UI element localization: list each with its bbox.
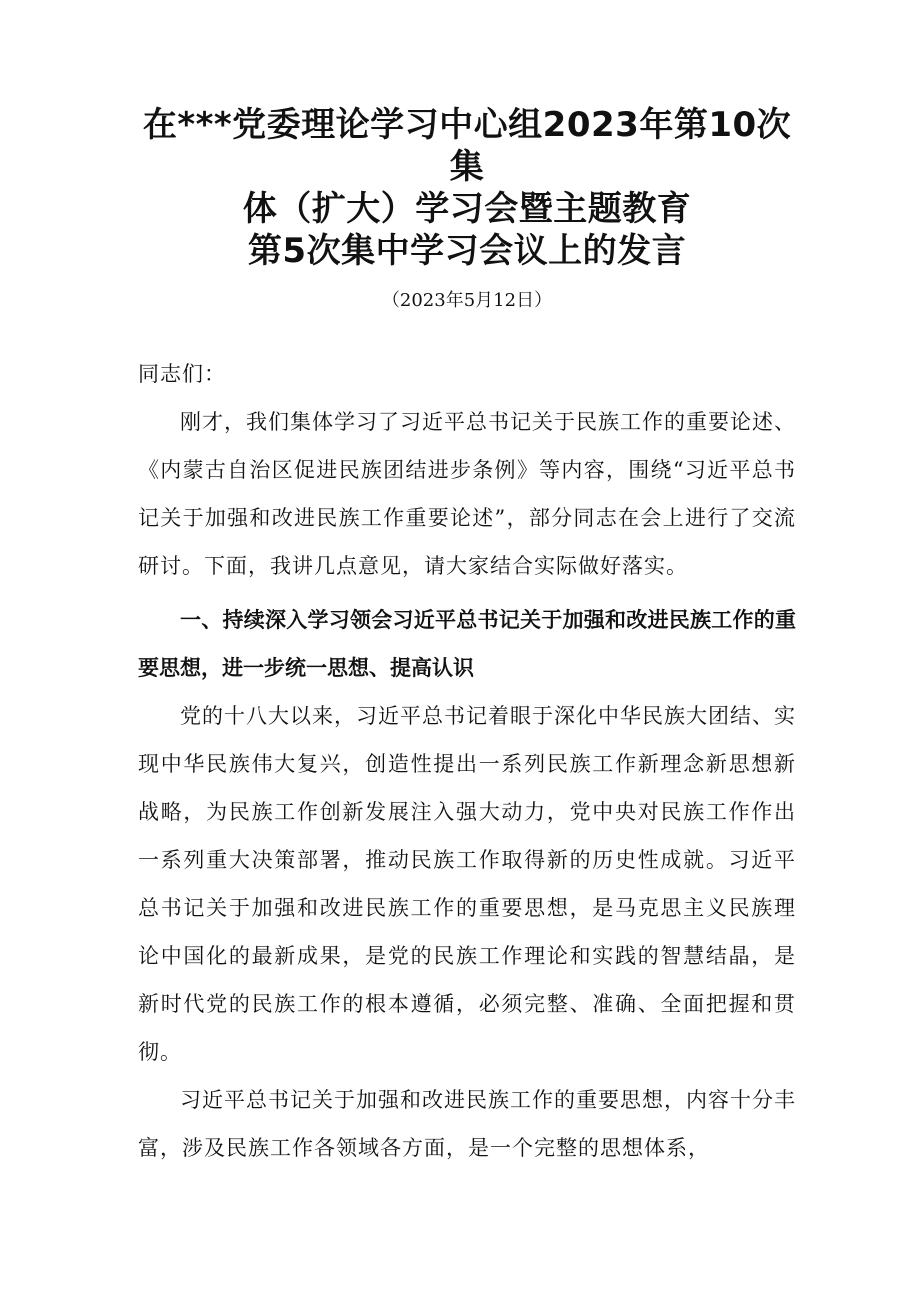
section-paragraph-2: 习近平总书记关于加强和改进民族工作的重要思想，内容十分丰富，涉及民族工作各领域各方面，是一个完整的思想体系， [138,1088,796,1160]
salutation: 同志们： [138,362,226,386]
section-paragraph-1: 党的十八大以来，习近平总书记着眼于深化中华民族大团结、实现中华民族伟大复兴，创造性提出一系列民族工作新理念新思想新战略，为民族工作创新发展注入强大动力，党中央对民族工作作出一系列重大决策部署，推动民族工作取得新的历史性成就。习近平总书记关于加强和改进民族工作的重要思想，是马克思主义民族理论中国化的最新成果，是党的民族工作理论和实践的智慧结晶，是新时代党的民族工作的根本遵循，必须完整、准确、全面把握和贯彻。 [138,704,796,1064]
intro-paragraph: 刚才，我们集体学习了习近平总书记关于民族工作的重要论述、《内蒙古自治区促进民族团结进步条例》等内容，围绕“习近平总书记关于加强和改进民族工作重要论述”，部分同志在会上进行了交流研讨。下面，我讲几点意见，请大家结合实际做好落实。 [138,410,796,578]
section-heading-1: 一、持续深入学习领会习近平总书记关于加强和改进民族工作的重要思想，进一步统一思想、提高认识 [138,608,796,680]
title-line-2: 体（扩大）学习会暨主题教育 [242,189,692,229]
title-line-3: 第5次集中学习会议上的发言 [247,231,687,271]
document-date: （2023年5月12日） [381,290,553,311]
title-line-1: 在***党委理论学习中心组2023年第10次集 [142,105,792,187]
document-title [138,104,796,272]
